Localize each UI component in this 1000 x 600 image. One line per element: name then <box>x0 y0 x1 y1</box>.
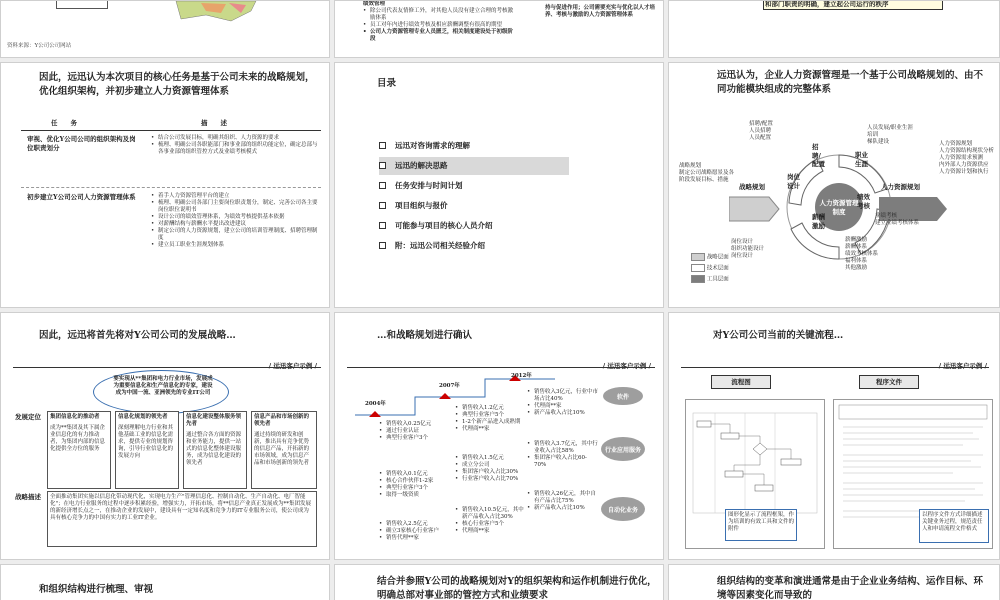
goal-block: • 销售收入3亿元，行业中市场占比40% • 代理商**家 • 新产品收入占比10% <box>527 389 599 417</box>
desc-item: • 结合公司发展目标，明确其组织、人力资源的要求 <box>151 135 321 142</box>
desc-item: • 建立员工职业生涯规划体系 <box>151 242 321 249</box>
toc-item[interactable]: 附：远迅公司相关经验介绍 <box>379 237 569 255</box>
goal-block: • 销售收入0.25亿元 • 通过行业认证 • 典型行业客户3个 <box>379 421 451 442</box>
desc-item: • 对薪酬结构与薪酬水平提出改进建议 <box>151 221 321 228</box>
toc-item[interactable]: 任务安排与时间计划 <box>379 177 569 195</box>
client-example-ribbon: / 远迅客户示例 / <box>602 362 651 370</box>
goal-block: • 销售收入0.1亿元 • 核心合作伙伴1-2家 • 典型行业客户3个 • 取得一级资质 <box>379 471 451 499</box>
slide-7-hr-system[interactable] <box>668 62 1000 308</box>
slide-12[interactable] <box>334 564 664 600</box>
note-flowchart: 图形化显示了流程框架，作为培训的有效工具和文件的附件 <box>728 512 795 532</box>
legend: 战略层面 技术层面 工具层面 <box>691 253 729 286</box>
row-label-positioning: 发展定位 <box>15 413 41 421</box>
source-note: 资料来源：Y公司公司网站 <box>7 43 72 49</box>
slide-title: 远迅认为，企业人力资源管理是一个基于公司战略规划的、由不同功能模块组成的完整体系 <box>717 70 984 95</box>
task-1-desc <box>151 135 321 156</box>
slide-11[interactable] <box>0 564 330 600</box>
square-bullet-icon <box>379 222 386 229</box>
square-bullet-icon <box>379 142 386 149</box>
row-label-strategy: 战略描述 <box>15 493 41 501</box>
business-oval: 自动化业务 <box>601 497 645 521</box>
slide-title: 对Y公司公司当前的关键流程… <box>713 330 844 341</box>
slide-title: 组织结构的变革和演进通常是由于企业业务结构、运作目标、环境等因素变化而导致的 <box>717 576 984 600</box>
desc-item: • 设计公司的绩效管理体系，为绩效考核提供基本依据 <box>151 214 321 221</box>
text-top: 绩效管理 <box>363 1 386 7</box>
slide-9-roadmap[interactable] <box>334 312 664 560</box>
position-col-4: 信息产品和市场创新的领先者 通过持续的研发和创新，推出具有竞争优势的信息产品，开拓新的市场领域，成为信息产品和市场创新的领先者 <box>251 411 317 489</box>
map-graphic <box>171 1 261 23</box>
cycle-center: 人力资源管理制度 <box>819 199 859 216</box>
goal-block: • 销售收入2.5亿元 • 确立3家核心行业客户 • 销售代理**家 <box>379 521 451 542</box>
square-bullet-icon <box>379 202 386 209</box>
year-label: 2004年 <box>365 401 386 407</box>
square-bullet-icon <box>379 162 386 169</box>
note-procedure: 以程序文件方式详细描述关键业务过程，规范责任人和申请流程文件格式 <box>922 512 983 532</box>
label-left: 战略规划 制定公司战略愿景及各阶段发展目标、措施 <box>679 163 735 183</box>
label-bl: 岗位设计 组织功能设计 岗位设计 <box>731 239 765 259</box>
year-label: 2012年 <box>511 373 532 379</box>
ribbon-line <box>13 367 321 368</box>
issue-item: • 公司人力资源管理专业人员匮乏，相关制度建设处于初级阶段 <box>363 29 513 43</box>
slide-title: 因此，远迅认为本次项目的核心任务是基于公司未来的战略规划，优化组织架构，并初步建立人力资源管理体系 <box>39 72 315 97</box>
strategy-desc: 全面推动集团实施以信息化带动现代化，实现电力生产"管理信息化、控制自动化、生产自动化、电厂智能化"；在电力行业服务的过程中逐步积累经验，增强实力，开拓市场，将**信息产业真正发展成为**集团发展的新经济增长点之一，在推动企业的发展中，建设具有一定知名度和竞争力的IT专业服务公司，使公司成为具有核心竞争力的中国有实力的工业IT企业。 <box>47 491 317 547</box>
goal-block: • 销售收入1.5亿元 • 成立分公司 • 集团客户收入占比30% • 行业客户收入占比70% <box>455 455 525 483</box>
label-bm: 业绩考核 建立业绩考核体系 <box>875 213 920 226</box>
ring-label: 薪酬激励 <box>812 213 825 230</box>
slide-title: 和组织结构进行梳理、审视 <box>39 584 154 595</box>
ribbon-line <box>347 367 655 368</box>
desc-item: • 梳理、明确公司各部门主要岗位职责划分，制定、完善公司各主要岗位职位说明书 <box>151 200 321 214</box>
label-right: 人力资源规划 人力资源结构现状分析 人力资源需求预测 内外部人力资源供应 人力资源计划和执行 <box>939 141 995 175</box>
goal-block: • 销售收入1.2亿元 • 典型行业客户5个 • 1-2个新产品进入成熟期 • 代理商**家 <box>455 405 525 433</box>
tag-procedure: 程序文件 <box>859 375 919 389</box>
slide-title: 因此，远迅将首先将对Y公司公司的发展战略… <box>39 330 236 341</box>
summary-text: 持与促进作用；公司需要充实与优化以人才培养、考核与激励的人力资源管理体系 <box>545 5 656 18</box>
divider <box>21 130 321 131</box>
year-label: 2007年 <box>439 383 460 389</box>
header-task: 任 务 <box>51 119 77 127</box>
goal-block: • 销售收入10.5亿元，其中新产品收入占比30% • 核心行业客户5个 • 代理商**家 <box>455 507 525 535</box>
label-tr: 人员发展/职业生涯 培训 梯队建设 <box>867 125 913 145</box>
position-col-3: 信息化建设整体服务领先者 通过整合各方面的资源和业务能力，提供一站式的信息化整体建设服务，成为信息化建设的领先者 <box>183 411 247 489</box>
ring-label: 招聘/配置 <box>812 143 825 168</box>
issue-item: • 员工对年内进行绩效考核及相应薪酬调整有很高的期望 <box>363 22 513 29</box>
client-example-ribbon: / 远迅客户示例 / <box>938 362 987 370</box>
client-example-ribbon: / 远迅客户示例 / <box>268 362 317 370</box>
toc-item-active[interactable]: 远迅的解决思路 <box>379 157 569 175</box>
goal-block: • 销售收入26亿元，其中自有产品占比75% • 新产品收入占比10% <box>527 491 599 512</box>
tag-flowchart: 流程图 <box>711 375 771 389</box>
ribbon-line <box>681 367 989 368</box>
position-col-1: 集团信息化的推动者 成为**集团及其下属企业信息化的有力推动者，为集团内部的信息化提供全方位的服务 <box>47 411 111 489</box>
ring-label: 绩效考核 <box>857 193 870 210</box>
slide-6-toc[interactable] <box>334 62 664 308</box>
frame-box <box>56 1 108 9</box>
divider <box>21 187 321 188</box>
task-2: 初步建立Y公司公司人力资源管理体系 <box>27 193 136 201</box>
header-desc: 描 述 <box>201 119 227 127</box>
issue-list <box>363 8 513 43</box>
summary-text: 和部门职责的明确，建立起公司运行的秩序 <box>765 0 889 8</box>
toc-item[interactable]: 可能参与项目的核心人员介绍 <box>379 217 569 235</box>
ring-label: 职业生涯 <box>855 151 868 168</box>
desc-item: • 着手人力资源管理平台的建立 <box>151 193 321 200</box>
slide-13[interactable] <box>668 564 1000 600</box>
slide-3[interactable] <box>668 0 1000 58</box>
desc-item: • 制定公司的人力资源规划，建立公司的培训管理制度、招聘管理制度 <box>151 228 321 242</box>
slide-title: 结合并参照Y公司的战略规划对Y的组织架构和运作机制进行优化，明确总部对事业部的管控方式和业绩要求 <box>377 576 657 600</box>
vision-text: 要实现从**集团和电力行业市场，发展成为重要信息化和生产信息化的专家，建设成为中国一流、亚洲领先的专业IT公司 <box>113 376 213 396</box>
ring-label: 岗位设计 <box>787 173 800 190</box>
slide-2[interactable] <box>334 0 664 58</box>
issue-item: • 除公司代表友情修工外，对其他人员没有建立合理的考核激励体系 <box>363 8 513 22</box>
business-oval: 软件 <box>603 387 643 405</box>
right-arrow-label: 人力资源规划 <box>881 183 920 191</box>
position-col-2: 信息化规划的领先者 深刻理解电力行业和其他基础工业的信息化需求，提供专业的规划咨询，引导行业信息化的发展方向 <box>115 411 179 489</box>
desc-item: • 梳理、明确公司各职能部门和事业部的组织功能定位，确定总部与各事业部的组织管控方式及业绩考核模式 <box>151 142 321 156</box>
slide-title: …和战略规划进行确认 <box>377 330 473 341</box>
slide-title: 目录 <box>377 78 397 89</box>
square-bullet-icon <box>379 182 386 189</box>
task-1: 审视、优化Y公司公司的组织架构及岗位职责划分 <box>27 135 136 152</box>
slide-5-tasks[interactable] <box>0 62 330 308</box>
label-tl: 招聘/配置 人员招聘 人员配置 <box>749 121 773 141</box>
slide-1[interactable] <box>0 0 330 58</box>
task-2-desc <box>151 193 321 249</box>
square-bullet-icon <box>379 242 386 249</box>
label-br: 薪酬激励 薪酬体系 绩效考核体系 福利体系 其他激励 <box>845 237 879 271</box>
left-arrow-label: 战略规划 <box>739 183 765 191</box>
toc-item[interactable]: 项目组织与报价 <box>379 197 569 215</box>
business-oval: 行业应用服务 <box>601 437 645 461</box>
toc-item[interactable]: 远迅对咨询需求的理解 <box>379 137 569 155</box>
goal-block: • 销售收入3.7亿元，其中行业收入占比58% • 集团客户收入占比60-70% <box>527 441 599 469</box>
slide-10-process[interactable] <box>668 312 1000 560</box>
slide-8-strategy[interactable] <box>0 312 330 560</box>
